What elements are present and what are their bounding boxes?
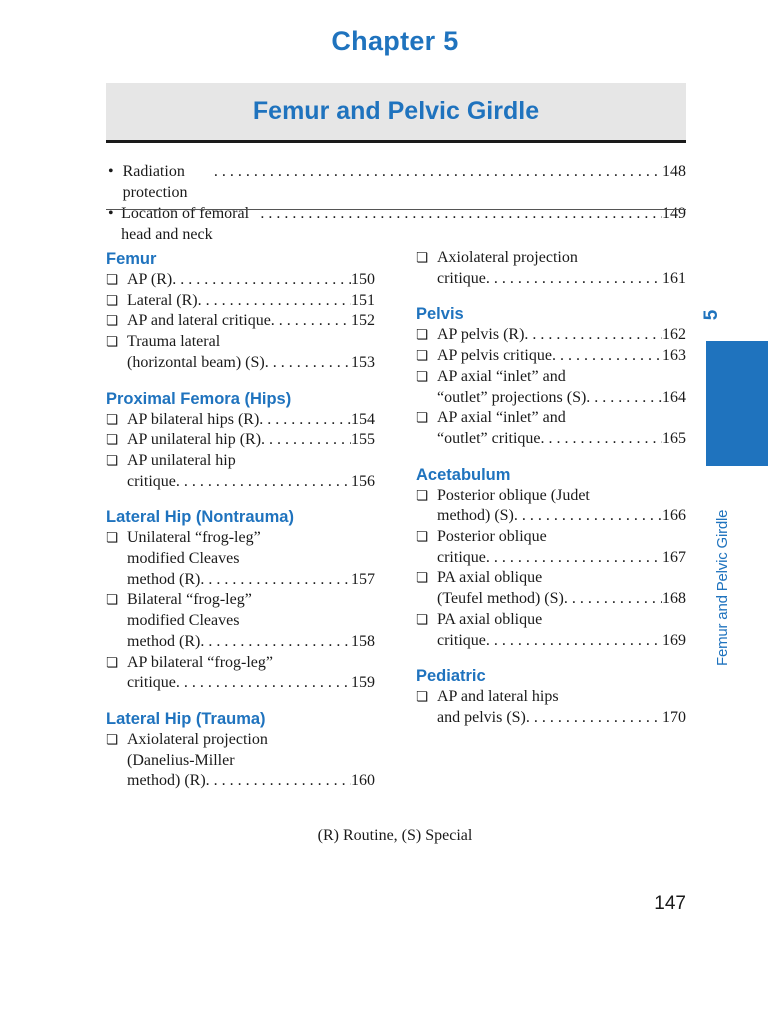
list-item: [106, 270, 375, 291]
list-item: [106, 653, 375, 694]
list-item-text: (Danelius-Miller: [127, 751, 235, 769]
list-item-page: 162: [662, 326, 686, 344]
list-item-page: 169: [662, 631, 686, 649]
right-column: [416, 248, 686, 729]
list-item-text: method) (R): [127, 772, 206, 790]
side-tab-number: 5: [701, 309, 722, 321]
list-item-text: method (R): [127, 632, 201, 650]
list-item-page: 170: [662, 708, 686, 726]
checkbox-icon: ❏: [416, 611, 429, 628]
checkbox-icon: ❏: [106, 432, 119, 449]
checkbox-icon: ❏: [416, 327, 429, 344]
list-item-page: 154: [351, 410, 375, 428]
list-item: [106, 451, 375, 492]
toc-row: [106, 161, 686, 203]
left-column: [106, 248, 375, 792]
checkbox-icon: ❏: [416, 570, 429, 587]
checkbox-icon: ❏: [106, 592, 119, 609]
list-item: [416, 486, 686, 527]
chapter-title: Femur and Pelvic Girdle: [252, 97, 540, 125]
list-item-page: 160: [351, 772, 375, 790]
checkbox-icon: ❏: [106, 452, 119, 469]
list-item-text: Posterior oblique (Judet: [437, 486, 590, 504]
checkbox-icon: ❏: [106, 530, 119, 547]
list-item-text: “outlet” projections (S): [437, 388, 587, 406]
toc-row-text: Radiation protection: [122, 163, 188, 201]
list-item: [106, 590, 375, 652]
toc-row-text: Location of femoral head and neck: [121, 205, 250, 243]
footnote: (R) Routine, (S) Special: [317, 827, 473, 844]
list-item-text: Axiolateral projection: [127, 730, 268, 748]
list-item-text: AP unilateral hip: [127, 451, 236, 469]
checkbox-icon: ❏: [416, 529, 429, 546]
checkbox-icon: ❏: [416, 410, 429, 427]
list-item-text: critique: [437, 548, 486, 566]
list-item-text: AP pelvis critique: [437, 347, 552, 365]
list-item-text: modified Cleaves: [127, 550, 240, 568]
list-item-text: Axiolateral projection: [437, 249, 578, 266]
list-item-page: 156: [351, 472, 375, 490]
list-item-text: AP axial “inlet” and: [437, 409, 566, 427]
bullet-icon: •: [108, 163, 114, 180]
list-item-page: 161: [662, 269, 686, 287]
list-item-page: 157: [351, 570, 375, 588]
checkbox-icon: ❏: [416, 348, 429, 365]
list-item-text: PA axial oblique: [437, 610, 543, 628]
list-item-page: 153: [351, 353, 375, 371]
list-item-text: (Teufel method) (S): [437, 590, 564, 608]
list-item-text: Bilateral “frog-leg”: [127, 591, 252, 609]
list-item-text: modified Cleaves: [127, 612, 240, 630]
list-item-text: and pelvis (S): [437, 708, 526, 726]
checkbox-icon: ❏: [106, 272, 119, 288]
list-item-text: critique: [127, 674, 176, 692]
list-item: [416, 610, 686, 651]
list-item: [416, 248, 686, 289]
list-item-page: 168: [662, 590, 686, 608]
list-item: [106, 730, 375, 792]
checkbox-icon: ❏: [106, 313, 119, 330]
list-item-text: PA axial oblique: [437, 569, 543, 587]
list-item-text: AP (R): [127, 271, 173, 288]
list-item-text: critique: [437, 631, 486, 649]
list-item: [106, 410, 375, 431]
section-heading: Pelvis: [416, 305, 464, 324]
list-item-page: 158: [351, 632, 375, 650]
chapter-title-band: [106, 83, 686, 143]
list-item-text: AP pelvis (R): [437, 326, 525, 344]
checkbox-icon: ❏: [106, 654, 119, 671]
divider: [106, 209, 686, 210]
list-item-text: Lateral (R): [127, 291, 198, 309]
chapter-label: Chapter 5: [331, 26, 459, 56]
side-tab-label: Femur and Pelvic Girdle: [714, 509, 731, 666]
list-item: [416, 346, 686, 367]
list-item-text: method (R): [127, 570, 201, 588]
list-item-text: AP and lateral hips: [437, 688, 559, 706]
section-heading: Lateral Hip (Nontrauma): [106, 508, 294, 527]
list-item: [416, 568, 686, 609]
list-item: [106, 430, 375, 451]
section-heading: Femur: [106, 250, 157, 268]
list-item-text: AP bilateral “frog-leg”: [127, 653, 274, 671]
toc-row-page: 149: [661, 205, 686, 222]
side-tab: [706, 341, 768, 466]
list-item-page: 152: [351, 312, 375, 330]
checkbox-icon: ❏: [106, 334, 119, 351]
list-item-text: Posterior oblique: [437, 528, 547, 546]
list-item: [106, 332, 375, 373]
list-item-text: critique: [127, 472, 176, 490]
list-item-text: “outlet” critique: [437, 429, 541, 447]
list-item-text: AP bilateral hips (R): [127, 410, 260, 428]
list-item: [416, 408, 686, 449]
checkbox-icon: ❏: [106, 731, 119, 748]
list-item-text: Unilateral “frog-leg”: [127, 529, 261, 547]
list-item: [106, 311, 375, 332]
section-heading: Acetabulum: [416, 465, 511, 484]
list-item-text: AP unilateral hip (R): [127, 431, 262, 449]
list-item-page: 164: [662, 388, 686, 406]
toc-row-page: 148: [662, 163, 686, 180]
checkbox-icon: ❏: [416, 250, 429, 266]
list-item-page: 167: [662, 548, 686, 566]
list-item-page: 166: [662, 507, 686, 525]
list-item-page: 151: [351, 291, 375, 309]
list-item-page: 155: [351, 431, 375, 449]
page-number: 147: [654, 893, 686, 914]
checkbox-icon: ❏: [106, 411, 119, 428]
list-item: [106, 528, 375, 590]
list-item-text: AP axial “inlet” and: [437, 367, 566, 385]
list-item: [416, 687, 686, 728]
section-heading: Proximal Femora (Hips): [106, 389, 292, 408]
list-item-text: AP and lateral critique: [127, 312, 271, 330]
section-heading: Pediatric: [416, 667, 486, 686]
checkbox-icon: ❏: [106, 292, 119, 309]
list-item: [416, 325, 686, 346]
list-item-text: (horizontal beam) (S): [127, 353, 265, 371]
list-item: [416, 367, 686, 408]
list-item-text: critique: [437, 269, 486, 287]
list-item-text: Trauma lateral: [127, 333, 221, 351]
section-heading: Lateral Hip (Trauma): [106, 709, 266, 728]
list-item-page: 150: [351, 271, 375, 288]
list-item-page: 163: [662, 347, 686, 365]
top-toc: [106, 161, 686, 245]
list-item-page: 165: [662, 429, 686, 447]
checkbox-icon: ❏: [416, 689, 429, 706]
checkbox-icon: ❏: [416, 368, 429, 385]
checkbox-icon: ❏: [416, 487, 429, 504]
bullet-icon: •: [108, 205, 114, 222]
list-item-text: method) (S): [437, 507, 514, 525]
list-item: [106, 291, 375, 312]
list-item: [416, 527, 686, 568]
list-item-page: 159: [351, 674, 375, 692]
